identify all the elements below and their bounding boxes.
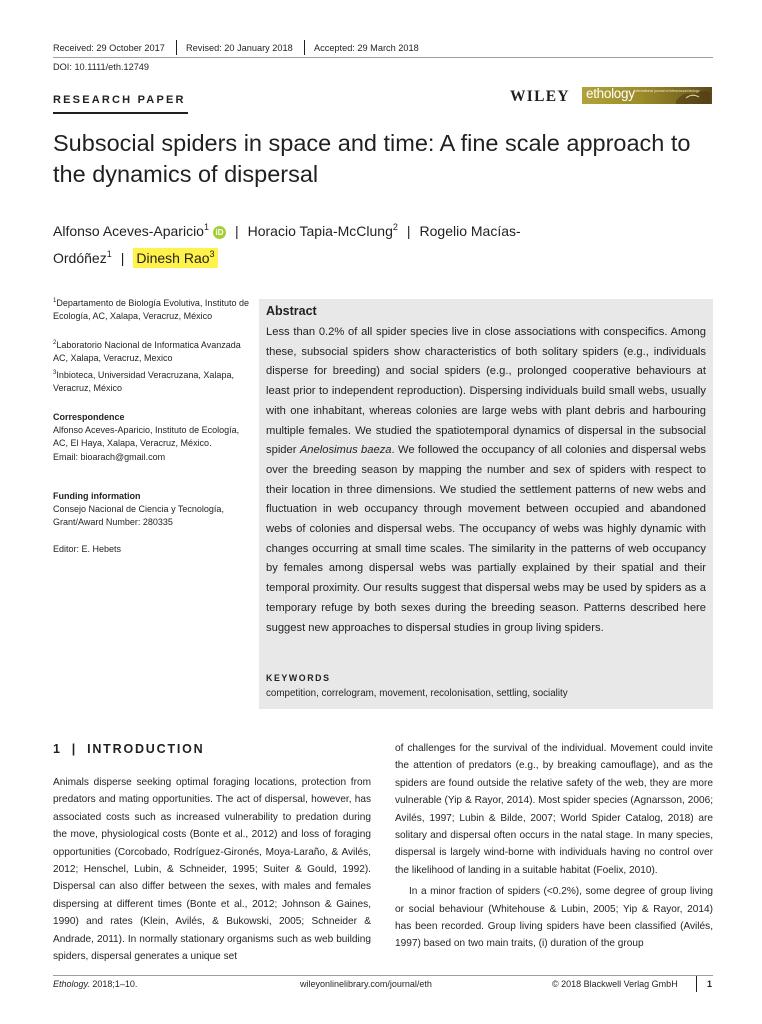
body-paragraph: In a minor fraction of spiders (<0.2%), some degree of group living or social behaviour (Whitehouse & Lubin, 2005; Yip & Rayor, 2014) has been recorded. Group living spiders have been classified (Avilés, 1997) based on two main traits, (i) duration of the group bbox=[395, 886, 713, 950]
abstract-text-part: . We followed the occupancy of all colonies and dispersal webs over the breeding season by mapping the number and sex of spiders with respect to their location in three dimensions. We studied the settlement patterns of new webs and fluctuation in web occupancy through movement between occupied and abandoned webs of colonies and dispersal webs. The occupancy of webs was highly dynamic with changes occurring at small time scales. The similarity in the patterns of web occupancy by females among dispersal webs was partially explained by their spatial and their temporal proximity. Our results suggest that dispersal webs may be used by spiders as a temporary refuge by both sexes during the breeding season. Patterns described here suggest new approaches to dispersal studies in group living spiders. bbox=[266, 444, 706, 634]
affiliation-text: Departamento de Biología Evolutiva, Instituto de Ecología, AC, Xalapa, Veracruz, México bbox=[53, 298, 249, 322]
publisher-logo: WILEY bbox=[510, 88, 570, 105]
author-name[interactable]: Rogelio Macías- bbox=[419, 223, 521, 239]
journal-logo bbox=[582, 87, 712, 104]
affiliation-marker: 3 bbox=[53, 370, 57, 376]
footer-divider bbox=[696, 976, 697, 992]
author-affiliation-marker: 1 bbox=[106, 249, 112, 259]
section-title: INTRODUCTION bbox=[87, 742, 205, 756]
bird-illustration-icon bbox=[672, 87, 712, 104]
author-separator: | bbox=[120, 250, 125, 266]
editor: Editor: E. Hebets bbox=[53, 544, 122, 554]
footer-url[interactable]: wileyonlinelibrary.com/journal/eth bbox=[300, 979, 432, 989]
doi[interactable]: DOI: 10.1111/eth.12749 bbox=[53, 62, 150, 72]
affiliation-text: Inbioteca, Universidad Veracruzana, Xalapa, Veracruz, México bbox=[53, 370, 234, 394]
author-affiliation-marker: 2 bbox=[392, 222, 398, 232]
funding-block bbox=[53, 490, 253, 530]
keywords: competition, correlogram, movement, recolonisation, settling, sociality bbox=[266, 688, 568, 699]
author-affiliation-marker: 1 bbox=[203, 222, 209, 232]
article-type-underline bbox=[53, 112, 188, 114]
section-number: 1 bbox=[53, 742, 62, 756]
affiliation-marker: 1 bbox=[53, 298, 57, 304]
author-name[interactable]: Alfonso Aceves-Aparicio bbox=[53, 223, 204, 239]
header-rule bbox=[53, 57, 713, 58]
body-paragraph: Animals disperse seeking optimal foraging locations, protection from predators and mating opportunities. The act of dispersal, however, has associated costs such as increased vulnerability to predation during the move, physiological costs (Bonte et al., 2012) and loss of foraging opportunities (Corcobado, Rodríguez-Gironés, Moya-Laraño, & Avilés, 2012; Henschel, Lubin, & Schneider, 1995; Suiter & Gould, 1992). Dispersal can also differ between the sexes, with males and females dispersing at different times (Bonte et al., 2012; Johnson & Gaines, 1990) and rates (Klein, Avilés, & Bukowski, 2005; Schneider & Andrade, 2011). In normally stationary organisms such as web building spiders, dispersal generates a unique set bbox=[53, 777, 371, 963]
abstract-text-part: Less than 0.2% of all spider species live in close associations with conspecifics. Among these, subsocial spiders show characteristics of both solitary spiders (e.g., individuals disperse for breeding) and social spiders (e.g., prolonged cooperative behaviours at least prior to independent reproduction). Dispersing individuals build small webs, usually with one inhabitant, whereas colonies are large webs with plant debris and harbouring multiple females. We studied the spatiotemporal dynamics of dispersal in the subsocial spider bbox=[266, 326, 706, 457]
article-type: RESEARCH PAPER bbox=[53, 94, 186, 106]
abstract-box bbox=[259, 299, 713, 709]
funding-text: Consejo Nacional de Ciencia y Tecnología, Grant/Award Number: 280335 bbox=[53, 504, 224, 528]
author-name-continued[interactable]: Ordóñez bbox=[53, 250, 107, 266]
affiliation bbox=[53, 339, 253, 365]
author-name[interactable]: Horacio Tapia-McClung bbox=[247, 223, 393, 239]
author-separator: | bbox=[234, 223, 239, 239]
page-number: 1 bbox=[707, 979, 713, 989]
abstract-heading: Abstract bbox=[266, 304, 317, 318]
affiliation bbox=[53, 369, 253, 395]
highlighted-author bbox=[133, 248, 217, 268]
keywords-heading: KEYWORDS bbox=[266, 673, 331, 683]
header-divider bbox=[304, 40, 305, 55]
correspondence-block bbox=[53, 411, 253, 464]
author-separator: | bbox=[406, 223, 411, 239]
footer-citation-text: 2018;1–10. bbox=[89, 979, 138, 989]
species-name: Anelosimus baeza bbox=[299, 444, 392, 457]
affiliation-marker: 2 bbox=[53, 340, 57, 346]
author-list bbox=[53, 218, 713, 272]
journal-logo-text: ethology bbox=[586, 87, 635, 101]
body-paragraph: of challenges for the survival of the individual. Movement could invite the attention of predators (e.g., by breaking camouflage), and as the spiders are found outside the relative safety of the web, they are more vulnerable (Yip & Rayor, 2014). Most spider species (Agnarsson, 2006; Avilés, 1997; Lubin & Bilde, 2007; World Spider Catalog, 2018) are solitary and dispersal often occurs in the natal stage. In many species, dispersal is largely wind-borne with individuals having no control over the likelihood of landing in a suitable habitat (Foelix, 2010). bbox=[395, 743, 713, 876]
correspondence-heading: Correspondence bbox=[53, 412, 125, 422]
header-divider bbox=[176, 40, 177, 55]
accepted-date: Accepted: 29 March 2018 bbox=[314, 43, 419, 53]
abstract-text bbox=[266, 323, 706, 638]
affiliation-text: Laboratorio Nacional de Informatica Avanzada AC, Xalapa, Veracruz, Mexico bbox=[53, 340, 241, 364]
received-date: Received: 29 October 2017 bbox=[53, 43, 165, 53]
orcid-icon[interactable]: iD bbox=[213, 226, 226, 239]
correspondence-text: Alfonso Aceves-Aparicio, Instituto de Ecología, AC, El Haya, Xalapa, Veracruz, México. bbox=[53, 425, 240, 449]
body-column-left bbox=[53, 774, 371, 965]
footer-journal: Ethology. bbox=[53, 979, 90, 989]
footer-copyright: © 2018 Blackwell Verlag GmbH bbox=[552, 979, 678, 989]
article-title: Subsocial spiders in space and time: A fine scale approach to the dynamics of dispersal bbox=[53, 130, 691, 187]
section-heading bbox=[53, 742, 205, 756]
footer-citation bbox=[53, 979, 137, 989]
affiliation bbox=[53, 297, 253, 323]
journal-logo-subtitle: international journal of behavioural biology bbox=[634, 89, 700, 93]
body-column-right bbox=[395, 740, 713, 953]
section-separator: | bbox=[71, 742, 78, 756]
funding-heading: Funding information bbox=[53, 491, 141, 501]
author-name[interactable]: Dinesh Rao bbox=[136, 250, 210, 266]
revised-date: Revised: 20 January 2018 bbox=[186, 43, 293, 53]
author-affiliation-marker: 3 bbox=[209, 249, 215, 259]
footer-rule bbox=[53, 975, 713, 976]
correspondence-email[interactable]: Email: bioarach@gmail.com bbox=[53, 451, 166, 462]
